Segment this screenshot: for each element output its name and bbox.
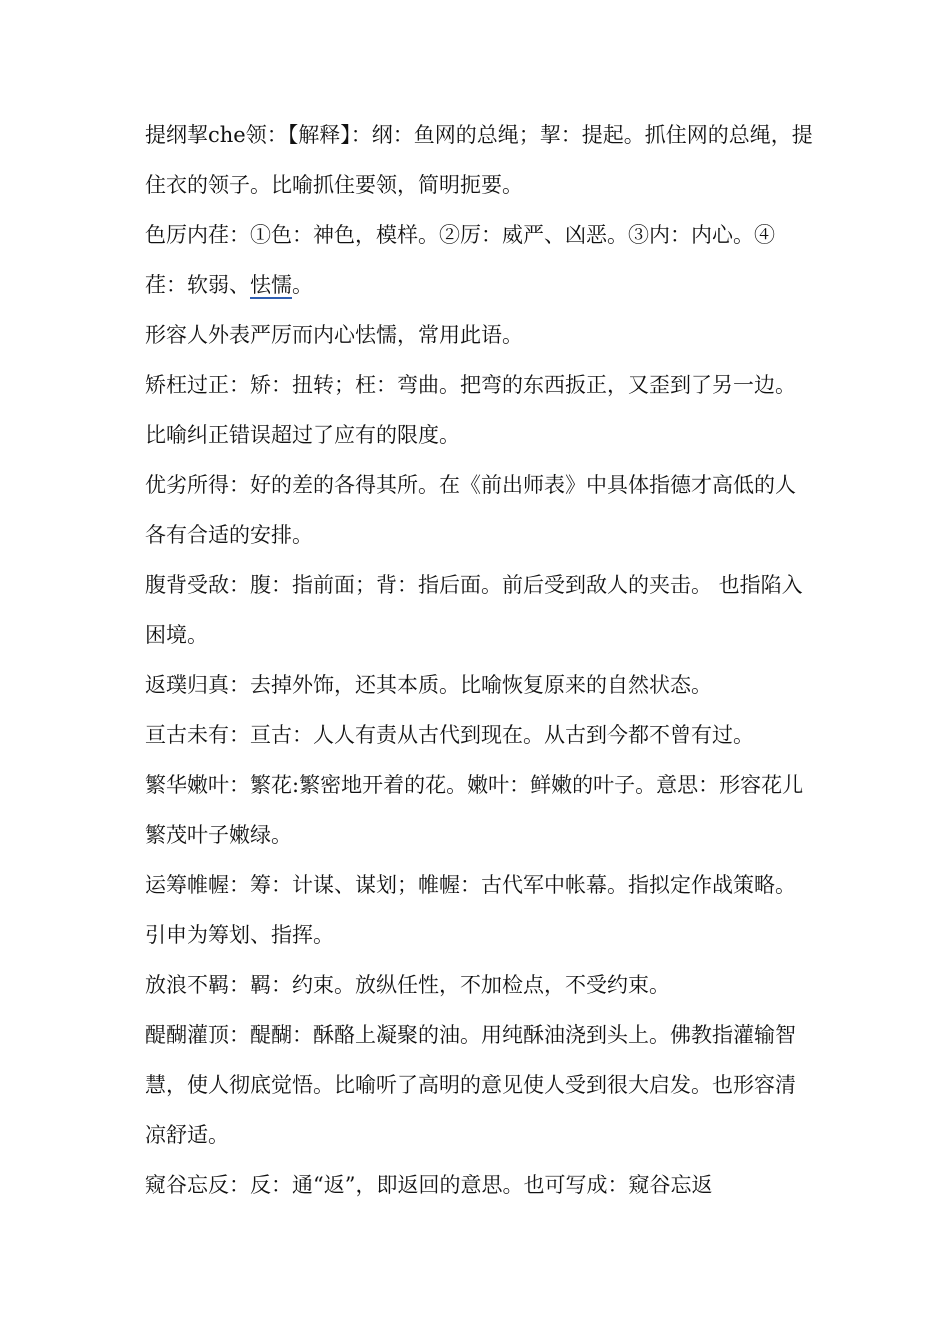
idiom-entry-seliruoren-note: 形容人外表严厉而内心怯懦，常用此语。 (145, 323, 523, 347)
underlined-word-qienuo: 怯懦 (250, 273, 292, 297)
idiom-entry-kuiguwangfan: 窥谷忘反：反：通“返”，即返回的意思。也可写成：窥谷忘返 (145, 1173, 713, 1197)
idiom-entry-tigangqieling: 提纲挈che领：【解释】：纲：鱼网的总绳；挈：提起。抓住网的总绳，提住衣的领子。比喻抓住要领，简明扼要。 (145, 123, 813, 197)
idiom-entry-gengguweiyou: 亘古未有：亘古：人人有责从古代到现在。从古到今都不曾有过。 (145, 723, 754, 747)
idiom-entry-fubeishoudi: 腹背受敌：腹：指前面；背：指后面。前后受到敌人的夹击。 也指陷入困境。 (145, 573, 803, 647)
idiom-entry-tihuguanding: 醍醐灌顶：醍醐：酥酪上凝聚的油。用纯酥油浇到头上。佛教指灌输智慧，使人彻底觉悟。比喻听了高明的意见使人受到很大启发。也形容清凉舒适。 (145, 1023, 796, 1147)
idiom-entry-fanglangbuji: 放浪不羁：羁：约束。放纵任性，不加检点，不受约束。 (145, 973, 670, 997)
idiom-entry-seliruoren-text: 色厉内荏：①色：神色，模样。②厉：威严、凶恶。③内：内心。④荏：软弱、 (145, 223, 775, 297)
idiom-entry-youliesuode: 优劣所得：好的差的各得其所。在《前出师表》中具体指德才高低的人各有合适的安排。 (145, 473, 796, 547)
idiom-entry-fanpuguizhen: 返璞归真：去掉外饰，还其本质。比喻恢复原来的自然状态。 (145, 673, 712, 697)
idiom-entry-yunchouweiwo: 运筹帷幄：筹：计谋、谋划；帷幄：古代军中帐幕。指拟定作战策略。引申为筹划、指挥。 (145, 873, 796, 947)
document-body (145, 110, 815, 1210)
idiom-entry-seliruoren-end: 。 (292, 273, 313, 297)
idiom-entry-seliruoren (145, 210, 815, 310)
idiom-entry-jiaowangguozheng: 矫枉过正：矫：扭转；枉：弯曲。把弯的东西扳正，又歪到了另一边。比喻纠正错误超过了应有的限度。 (145, 373, 796, 447)
idiom-entry-fanhuanenye: 繁华嫩叶：繁花:繁密地开着的花。嫩叶：鲜嫩的叶子。意思：形容花儿繁茂叶子嫩绿。 (145, 773, 804, 847)
